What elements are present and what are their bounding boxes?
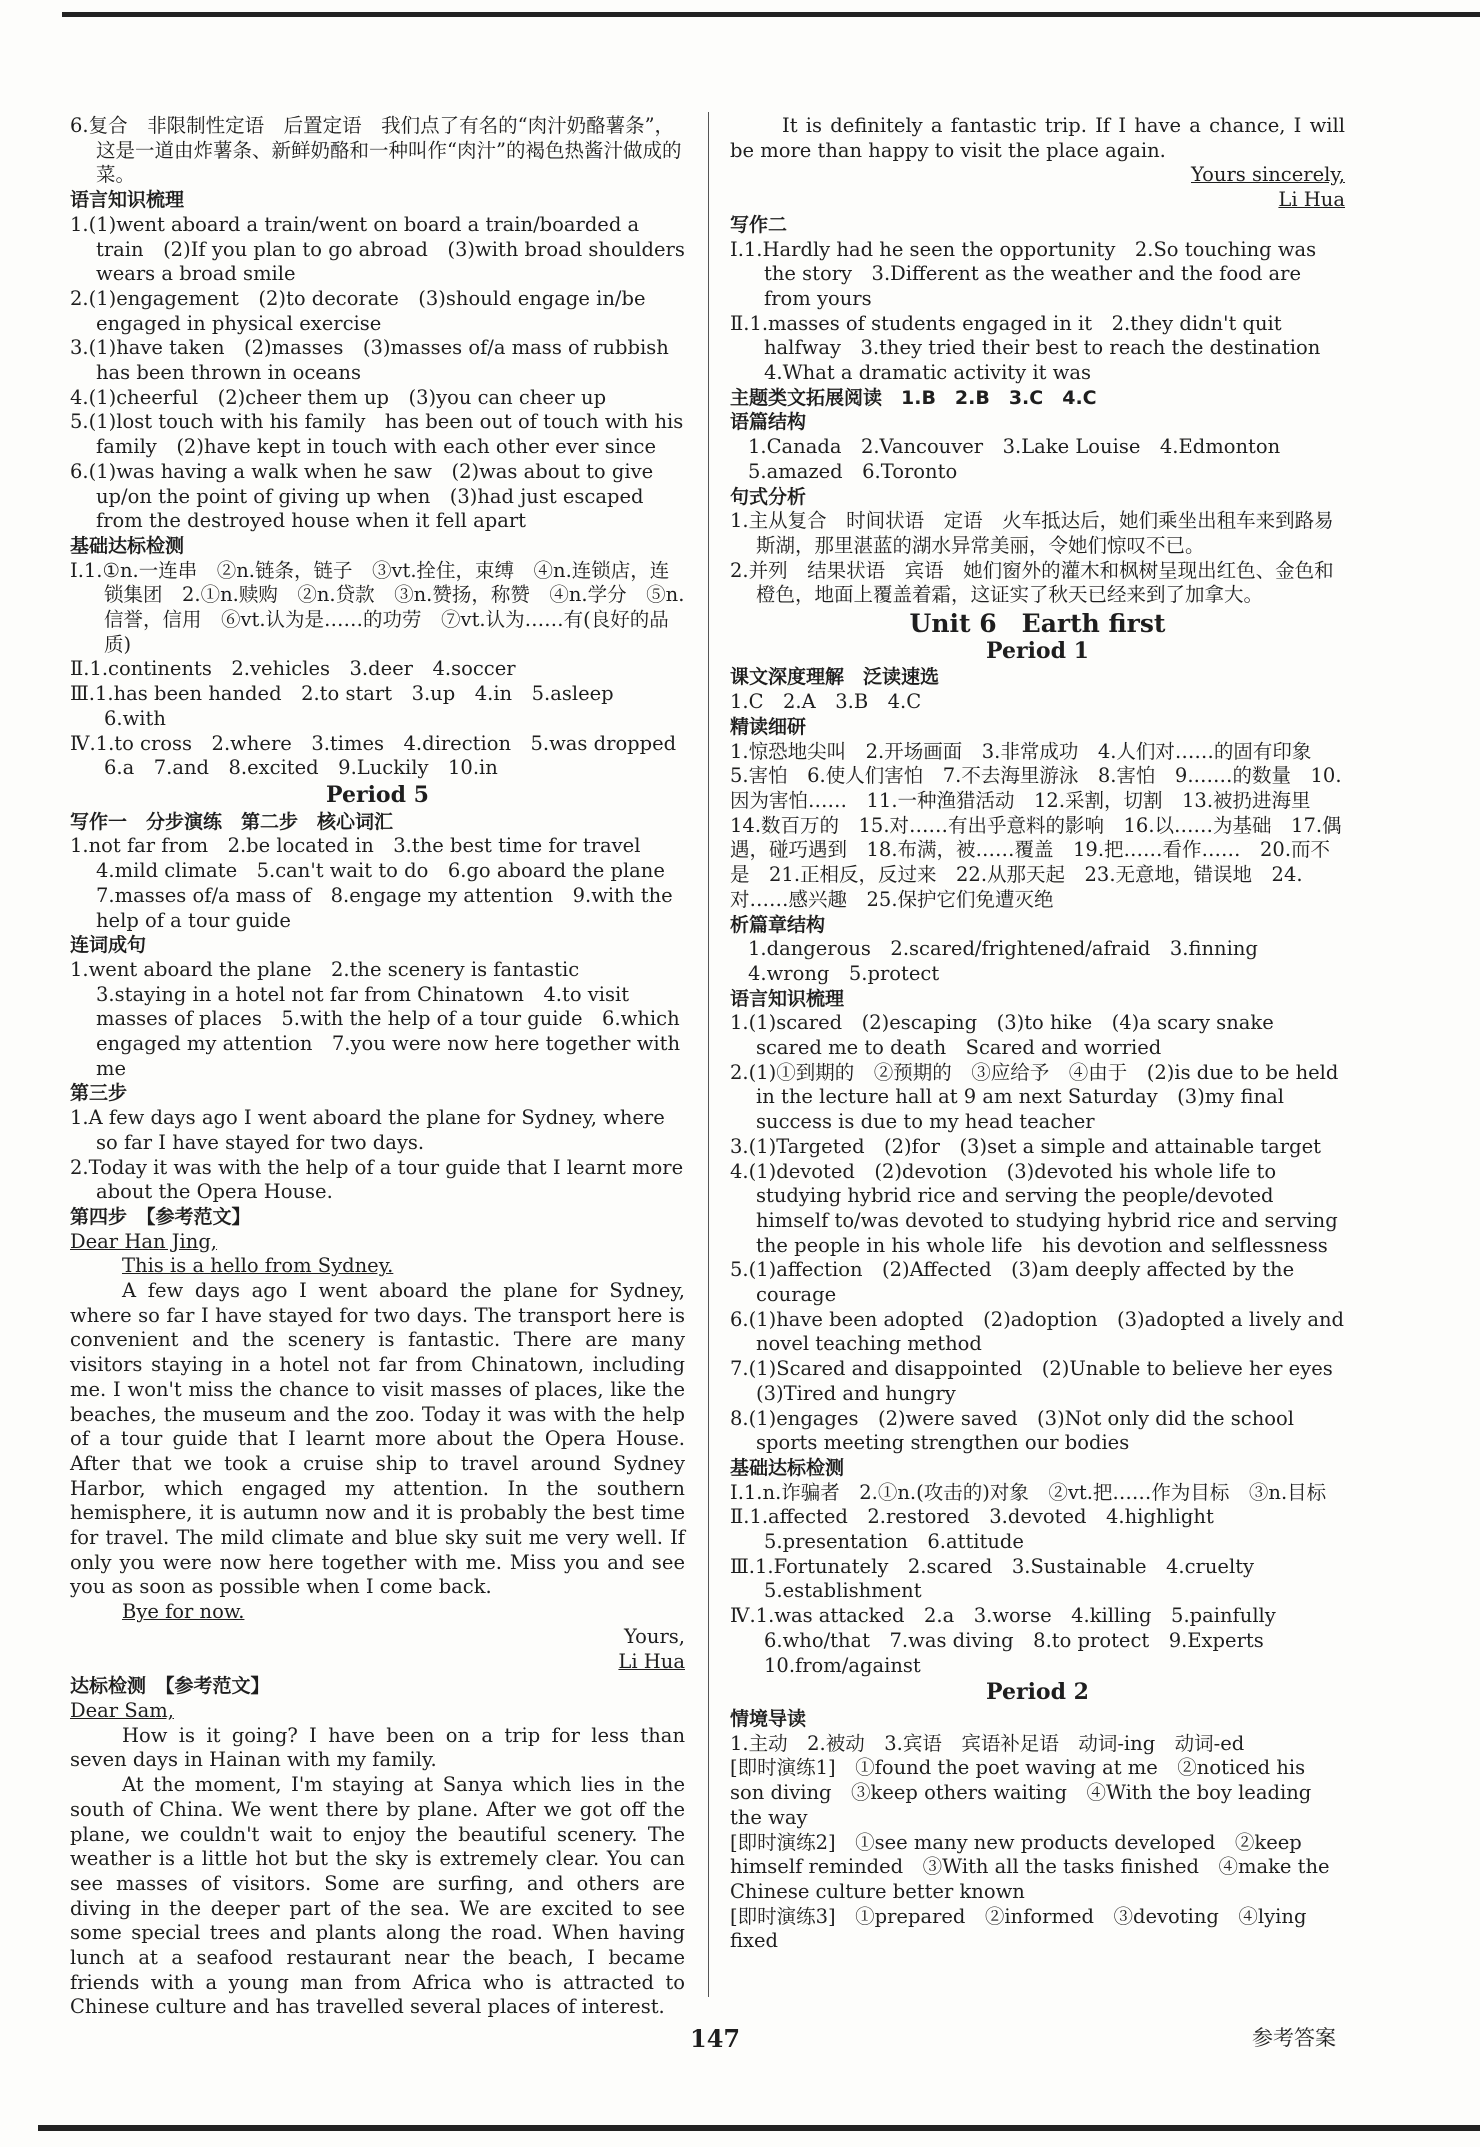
answer-line: 1.A few days ago I went aboard the plane for Sydney, where so far I have stayed for two days. — [70, 1106, 665, 1154]
answer-line: It is definitely a fantastic trip. If I have a chance, I will be more than happy to visit the place again. — [730, 114, 1345, 162]
section-heading: 句式分析 — [730, 485, 807, 508]
answer-line — [730, 163, 1345, 188]
footer-label: 参考答案 — [1252, 2026, 1336, 2050]
answer-line: 1.(1)scared (2)escaping (3)to hike (4)a scary snake scared me to death Scared and worried — [730, 1011, 1274, 1060]
answer-line: How is it going? I have been on a trip for less than seven days in Hainan with my family. — [70, 1723, 685, 1772]
answer-line: [即时演练2] ①see many new products developed ②keep himself reminded ③With all the tasks finished ④make the Chinese culture better known — [730, 1830, 1330, 1903]
answer-line: 3.(1)Targeted (2)for (3)set a simple and attainable target — [730, 1134, 1321, 1158]
answer-line — [70, 1650, 685, 1675]
answer-line: Dear Han Jing, — [70, 1229, 218, 1253]
answer-line: 1.Canada 2.Vancouver 3.Lake Louise 4.Edmonton 5.amazed 6.Toronto — [748, 435, 1300, 483]
answer-line: 1.C 2.A 3.B 4.C — [730, 690, 922, 714]
answer-line: Ⅳ.1.was attacked 2.a 3.worse 4.killing 5.painfully 6.who/that 7.was diving 8.to protect 9.Experts 10.from/against — [730, 1604, 1296, 1677]
right-column — [730, 114, 1353, 1954]
answer-line: 1.(1)went aboard a train/went on board a train/boarded a train (2)If you plan to go abroad (3)with broad shoulders wears a broad smile — [70, 212, 705, 286]
answer-line: 1.主从复合 时间状语 定语 火车抵达后，她们乘坐出租车来到路易斯湖，那里湛蓝的湖水异常美丽，令她们惊叹不已。 — [730, 509, 1334, 557]
section-heading: 达标检测 【参考范文】 — [70, 1675, 270, 1698]
answer-line: 3.(1)have taken (2)masses (3)masses of/a mass of rubbish has been thrown in oceans — [70, 336, 669, 385]
answer-line: 4.(1)devoted (2)devotion (3)devoted his whole life to studying hybrid rice and serving the people/devoted himself to/was devoted to studying hybrid rice and serving the people in his whole life his devotion and selflessness — [730, 1159, 1338, 1257]
left-column — [70, 114, 705, 2020]
answer-line: Ⅲ.1.Fortunately 2.scared 3.Sustainable 4.cruelty 5.establishment — [730, 1554, 1274, 1603]
section-heading: 精读细研 — [730, 715, 807, 738]
answer-line: 6.复合 非限制性定语 后置定语 我们点了有名的“肉汁奶酪薯条”，这是一道由炸薯条、新鲜奶酪和一种叫作“肉汁”的褐色热酱汁做成的菜。 — [70, 114, 682, 187]
answer-line: This is a hello from Sydney. — [122, 1254, 394, 1278]
answer-line: 2.(1)engagement (2)to decorate (3)should engage in/be engaged in physical exercise — [70, 286, 646, 335]
section-heading: 连词成句 — [70, 934, 147, 957]
answer-line: 6.(1)have been adopted (2)adoption (3)adopted a lively and novel teaching method — [730, 1307, 1344, 1356]
answer-line: 1.主动 2.被动 3.宾语 宾语补足语 动词-ing 动词-ed — [730, 1731, 1245, 1755]
answer-line: Ⅰ.1.n.诈骗者 2.①n.(攻击的)对象 ②vt.把……作为目标 ③n.目标 — [730, 1480, 1327, 1504]
page-number: 147 — [690, 2024, 741, 2053]
answer-line: 1.not far from 2.be located in 3.the best time for travel 4.mild climate 5.can't wait to do 6.go aboard the plane 7.masses of/a mass of 8.engage my attention 9.with the help of a tour guide — [70, 834, 685, 932]
answer-line: 1.惊恐地尖叫 2.开场画面 3.非常成功 4.人们对……的固有印象 5.害怕 6.使人们害怕 7.不去海里游泳 8.害怕 9.……的数量 10.因为害怕…… 11.一种渔猎活动 12.采割，切割 13.被扔进海里 14.数百万的 15.对……有出乎意料的影响 16.以……为基础 17.偶遇，碰巧遇到 18.布满，被……覆盖 19.把……看作…… 20.而不是 21.正相反，反过来 22.从那天起 23.无意地，错误地 24.对……感兴趣 25.保护它们免遭灭绝 — [730, 739, 1342, 911]
answer-line: 2.并列 结果状语 宾语 她们窗外的灌木和枫树呈现出红色、金色和橙色，地面上覆盖着霜，这证实了秋天已经来到了加拿大。 — [730, 558, 1334, 607]
section-heading: 第四步 【参考范文】 — [70, 1205, 251, 1228]
answer-line: Dear Sam, — [70, 1699, 174, 1722]
section-heading: Period 5 — [326, 781, 429, 808]
answer-line: 2.(1)①到期的 ②预期的 ③应给予 ④由于 (2)is due to be held in the lecture hall at 9 am next Saturday (3)my final success is due to my head teacher — [730, 1060, 1339, 1134]
column-divider — [708, 112, 709, 1997]
answer-line: 5.(1)affection (2)Affected (3)am deeply affected by the courage — [730, 1258, 1295, 1307]
answer-line: 4.(1)cheerful (2)cheer them up (3)you can cheer up — [70, 385, 607, 409]
answer-line: 7.(1)Scared and disappointed (2)Unable to believe her eyes (3)Tired and hungry — [730, 1357, 1353, 1405]
answer-line: 6.(1)was having a walk when he saw (2)was about to give up/on the point of giving up when (3)had just escaped from the destroyed house when it fell apart — [70, 459, 654, 533]
answer-line: 8.(1)engages (2)were saved (3)Not only did the school sports meeting strengthen our bodies — [730, 1406, 1294, 1455]
answer-line: Ⅰ.1.Hardly had he seen the opportunity 2.So touching was the story 3.Different as the weather and the food are from yours — [730, 237, 1317, 310]
signature-line: Li Hua — [618, 1649, 685, 1673]
section-heading: 语言知识梳理 — [730, 987, 845, 1010]
answer-line: Yours, — [623, 1624, 685, 1648]
section-heading: 写作二 — [730, 213, 788, 236]
section-heading: 语言知识梳理 — [70, 189, 185, 212]
section-heading: 语篇结构 — [730, 411, 807, 434]
answer-line: 1.dangerous 2.scared/frightened/afraid 3.finning 4.wrong 5.protect — [748, 937, 1278, 985]
answer-line: [即时演练1] ①found the poet waving at me ②noticed his son diving ③keep others waiting ④With the boy leading the way — [730, 1756, 1312, 1829]
answer-line: 1.went aboard the plane 2.the scenery is fantastic 3.staying in a hotel not far from Chinatown 4.to visit masses of places 5.with the help of a tour guide 6.which engaged my attention 7.you were now here together with me — [70, 957, 681, 1080]
signature-line: Yours sincerely, — [1191, 163, 1345, 187]
answer-line: A few days ago I went aboard the plane for Sydney, where so far I have stayed for two days. The transport here is convenient and the scenery is fantastic. There are many visitors staying in a hotel not far from Chinatown, including me. I won't miss the chance to visit masses of places, like the beaches, the museum and the zoo. Today it was with the help of a tour guide that I learnt more about the Opera House. After that we took a cruise ship to travel around Sydney Harbor, which engaged my attention. In the southern hemisphere, it is autumn now and it is probably the best time for travel. The mild climate and blue sky suit me very well. If only you were now here together with me. Miss you and see you as soon as possible when I come back. — [70, 1279, 685, 1599]
section-heading: 课文深度理解 泛读速选 — [730, 666, 940, 689]
answer-line: Ⅱ.1.affected 2.restored 3.devoted 4.highlight 5.presentation 6.attitude — [730, 1505, 1234, 1554]
answer-line — [730, 188, 1345, 213]
answer-line: 2.Today it was with the help of a tour guide that I learnt more about the Opera House. — [70, 1155, 684, 1204]
answer-line: At the moment, I'm staying at Sanya which lies in the south of China. We went there by plane. After we got off the plane, we couldn't wait to enjoy the beautiful scenery. The weather is a little hot but the sky is extremely clear. You can see masses of visitors. Some are surfing, and others are diving in the deeper part of the sea. We are excited to see some special trees and plants along the road. When having lunch at a seafood restaurant near the beach, I became friends with a young man from Africa who is attracted to Chinese culture and has travelled several places of interest. — [70, 1773, 685, 2019]
section-heading: 主题类文拓展阅读 1.B 2.B 3.C 4.C — [730, 386, 1097, 409]
section-heading: 基础达标检测 — [730, 1456, 845, 1479]
section-heading: Unit 6 Earth first — [909, 609, 1166, 639]
section-heading: 写作一 分步演练 第二步 核心词汇 — [70, 810, 394, 833]
section-heading: 情境导读 — [730, 1708, 807, 1730]
answer-line: 5.(1)lost touch with his family has been out of touch with his family (2)have kept in touch with each other ever since — [70, 410, 684, 459]
signature-line: Li Hua — [1278, 188, 1345, 212]
bottom-rule — [38, 2125, 1480, 2131]
section-heading: 基础达标检测 — [70, 534, 185, 557]
answer-line: [即时演练3] ①prepared ②informed ③devoting ④lying fixed — [730, 1904, 1326, 1953]
section-heading: 析篇章结构 — [730, 913, 826, 936]
section-heading: Period 2 — [986, 1679, 1089, 1706]
answer-line: Ⅰ.1.①n.一连串 ②n.链条，链子 ③vt.拴住，束缚 ④n.连锁店，连锁集团 2.①n.赎购 ②n.贷款 ③n.赞扬，称赞 ④n.学分 ⑤n.信誉，信用 ⑥vt.认为是……的功劳 ⑦vt.认为……有(良好的品质) — [70, 558, 685, 656]
answer-line: Ⅲ.1.has been handed 2.to start 3.up 4.in 5.asleep 6.with — [70, 682, 634, 730]
answer-line: Bye for now. — [122, 1600, 245, 1624]
section-heading: Period 1 — [986, 637, 1089, 664]
answer-line: Ⅳ.1.to cross 2.where 3.times 4.direction 5.was dropped 6.a 7.and 8.excited 9.Luckily 10.in — [70, 731, 696, 780]
answer-line: Ⅱ.1.masses of students engaged in it 2.they didn't quit halfway 3.they tried their best to reach the destination 4.What a dramatic activity it was — [730, 311, 1340, 385]
answer-line: Ⅱ.1.continents 2.vehicles 3.deer 4.soccer — [70, 657, 516, 681]
top-rule — [62, 12, 1480, 17]
section-heading: 第三步 — [70, 1082, 128, 1105]
